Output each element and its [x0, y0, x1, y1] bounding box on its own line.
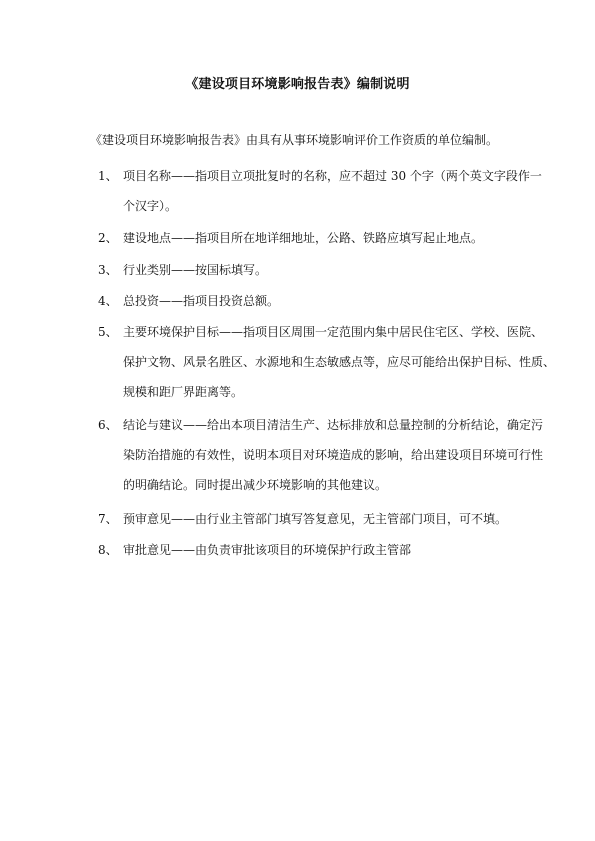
- item-number: 5、: [98, 325, 118, 339]
- item-text-line: 总投资——指项目投资总额。: [123, 294, 280, 308]
- item-text-line: 项目名称——指项目立项批复时的名称，应不超过 30 个字（两个英文字段作一: [123, 169, 542, 183]
- item-number: 3、: [98, 263, 118, 277]
- item-text-line: 的明确结论。同时提出减少环境影响的其他建议。: [123, 478, 388, 492]
- item-text-line: 预审意见——由行业主管部门填写答复意见，无主管部门项目，可不填。: [123, 512, 508, 526]
- item-number: 6、: [98, 418, 118, 432]
- item-number: 8、: [98, 543, 118, 557]
- item-text-line: 规模和距厂界距离等。: [123, 385, 244, 399]
- item-text-line: 保护文物、风景名胜区、水源地和生态敏感点等，应尽可能给出保护目标、性质、: [123, 355, 556, 369]
- intro-paragraph: 《建设项目环境影响报告表》由具有从事环境影响评价工作资质的单位编制。: [90, 133, 499, 147]
- item-number: 4、: [98, 294, 118, 308]
- item-text-line: 行业类别——按国标填写。: [123, 263, 268, 277]
- item-text-line: 结论与建议——给出本项目清洁生产、达标排放和总量控制的分析结论，确定污: [123, 418, 544, 432]
- item-text-line: 审批意见——由负责审批该项目的环境保护行政主管部: [123, 543, 412, 557]
- item-text-line: 主要环境保护目标——指项目区周围一定范围内集中居民住宅区、学校、医院、: [123, 325, 544, 339]
- item-text-line: 建设地点——指项目所在地详细地址，公路、铁路应填写起止地点。: [123, 231, 484, 245]
- item-text-line: 染防治措施的有效性，说明本项目对环境造成的影响，给出建设项目环境可行性: [123, 448, 544, 462]
- item-number: 7、: [98, 512, 118, 526]
- document-title: 《建设项目环境影响报告表》编制说明: [185, 77, 410, 92]
- item-text-line: 个汉字）。: [123, 199, 178, 213]
- item-number: 2、: [98, 231, 118, 245]
- item-number: 1、: [98, 169, 118, 183]
